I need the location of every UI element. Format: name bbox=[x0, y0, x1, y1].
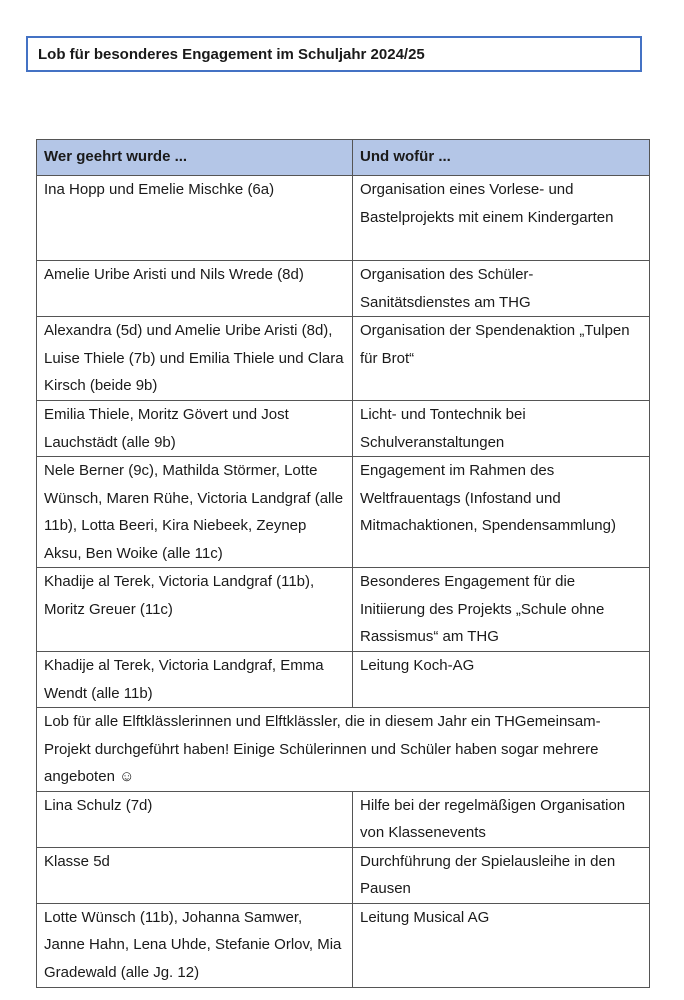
cell-who: Amelie Uribe Aristi und Nils Wrede (8d) bbox=[37, 261, 353, 317]
cell-why: Durchführung der Spielausleihe in den Pausen bbox=[353, 847, 650, 903]
cell-why: Organisation des Schüler-Sanitätsdienstes am THG bbox=[353, 261, 650, 317]
table-row bbox=[37, 791, 650, 847]
cell-why: Hilfe bei der regelmäßigen Organisation von Klassenevents bbox=[353, 791, 650, 847]
cell-why: Engagement im Rahmen des Weltfrauentags (Infostand und Mitmachaktionen, Spendensammlung) bbox=[353, 457, 650, 568]
cell-why: Leitung Koch-AG bbox=[353, 652, 650, 708]
cell-who: Emilia Thiele, Moritz Gövert und Jost Lauchstädt (alle 9b) bbox=[37, 401, 353, 457]
table-row bbox=[37, 401, 650, 457]
document-title: Lob für besonderes Engagement im Schuljahr 2024/25 bbox=[26, 36, 642, 72]
cell-span: Lob für alle Elftklässlerinnen und Elftklässler, die in diesem Jahr ein THGemeinsam-Projekt durchgeführt haben! Einige Schülerinnen und Schüler haben sogar mehrere angeboten ☺ bbox=[37, 708, 650, 792]
table-row bbox=[37, 903, 650, 987]
cell-who: Alexandra (5d) und Amelie Uribe Aristi (8d), Luise Thiele (7b) und Emilia Thiele und Clara Kirsch (beide 9b) bbox=[37, 317, 353, 401]
cell-why: Leitung Musical AG bbox=[353, 903, 650, 987]
header-who: Wer geehrt wurde ... bbox=[37, 140, 353, 176]
cell-who: Ina Hopp und Emelie Mischke (6a) bbox=[37, 176, 353, 261]
table-row-span bbox=[37, 708, 650, 792]
table-row bbox=[37, 652, 650, 708]
cell-who: Lina Schulz (7d) bbox=[37, 791, 353, 847]
cell-who: Khadije al Terek, Victoria Landgraf, Emma Wendt (alle 11b) bbox=[37, 652, 353, 708]
cell-why: Besonderes Engagement für die Initiierung des Projekts „Schule ohne Rassismus“ am THG bbox=[353, 568, 650, 652]
table-row bbox=[37, 176, 650, 261]
table-row bbox=[37, 847, 650, 903]
honors-table bbox=[36, 139, 650, 988]
header-why: Und wofür ... bbox=[353, 140, 650, 176]
table-header-row bbox=[37, 140, 650, 176]
cell-who: Klasse 5d bbox=[37, 847, 353, 903]
cell-who: Khadije al Terek, Victoria Landgraf (11b), Moritz Greuer (11c) bbox=[37, 568, 353, 652]
cell-why: Organisation eines Vorlese- und Bastelprojekts mit einem Kindergarten bbox=[353, 176, 650, 261]
table-row bbox=[37, 261, 650, 317]
table-row bbox=[37, 317, 650, 401]
table-row bbox=[37, 568, 650, 652]
cell-why: Organisation der Spendenaktion „Tulpen für Brot“ bbox=[353, 317, 650, 401]
table-row bbox=[37, 457, 650, 568]
cell-who: Lotte Wünsch (11b), Johanna Samwer, Janne Hahn, Lena Uhde, Stefanie Orlov, Mia Gradewald (alle Jg. 12) bbox=[37, 903, 353, 987]
cell-why: Licht- und Tontechnik bei Schulveranstaltungen bbox=[353, 401, 650, 457]
cell-who: Nele Berner (9c), Mathilda Störmer, Lotte Wünsch, Maren Rühe, Victoria Landgraf (alle 11b), Lotta Beeri, Kira Niebeek, Zeynep Aksu, Ben Woike (alle 11c) bbox=[37, 457, 353, 568]
